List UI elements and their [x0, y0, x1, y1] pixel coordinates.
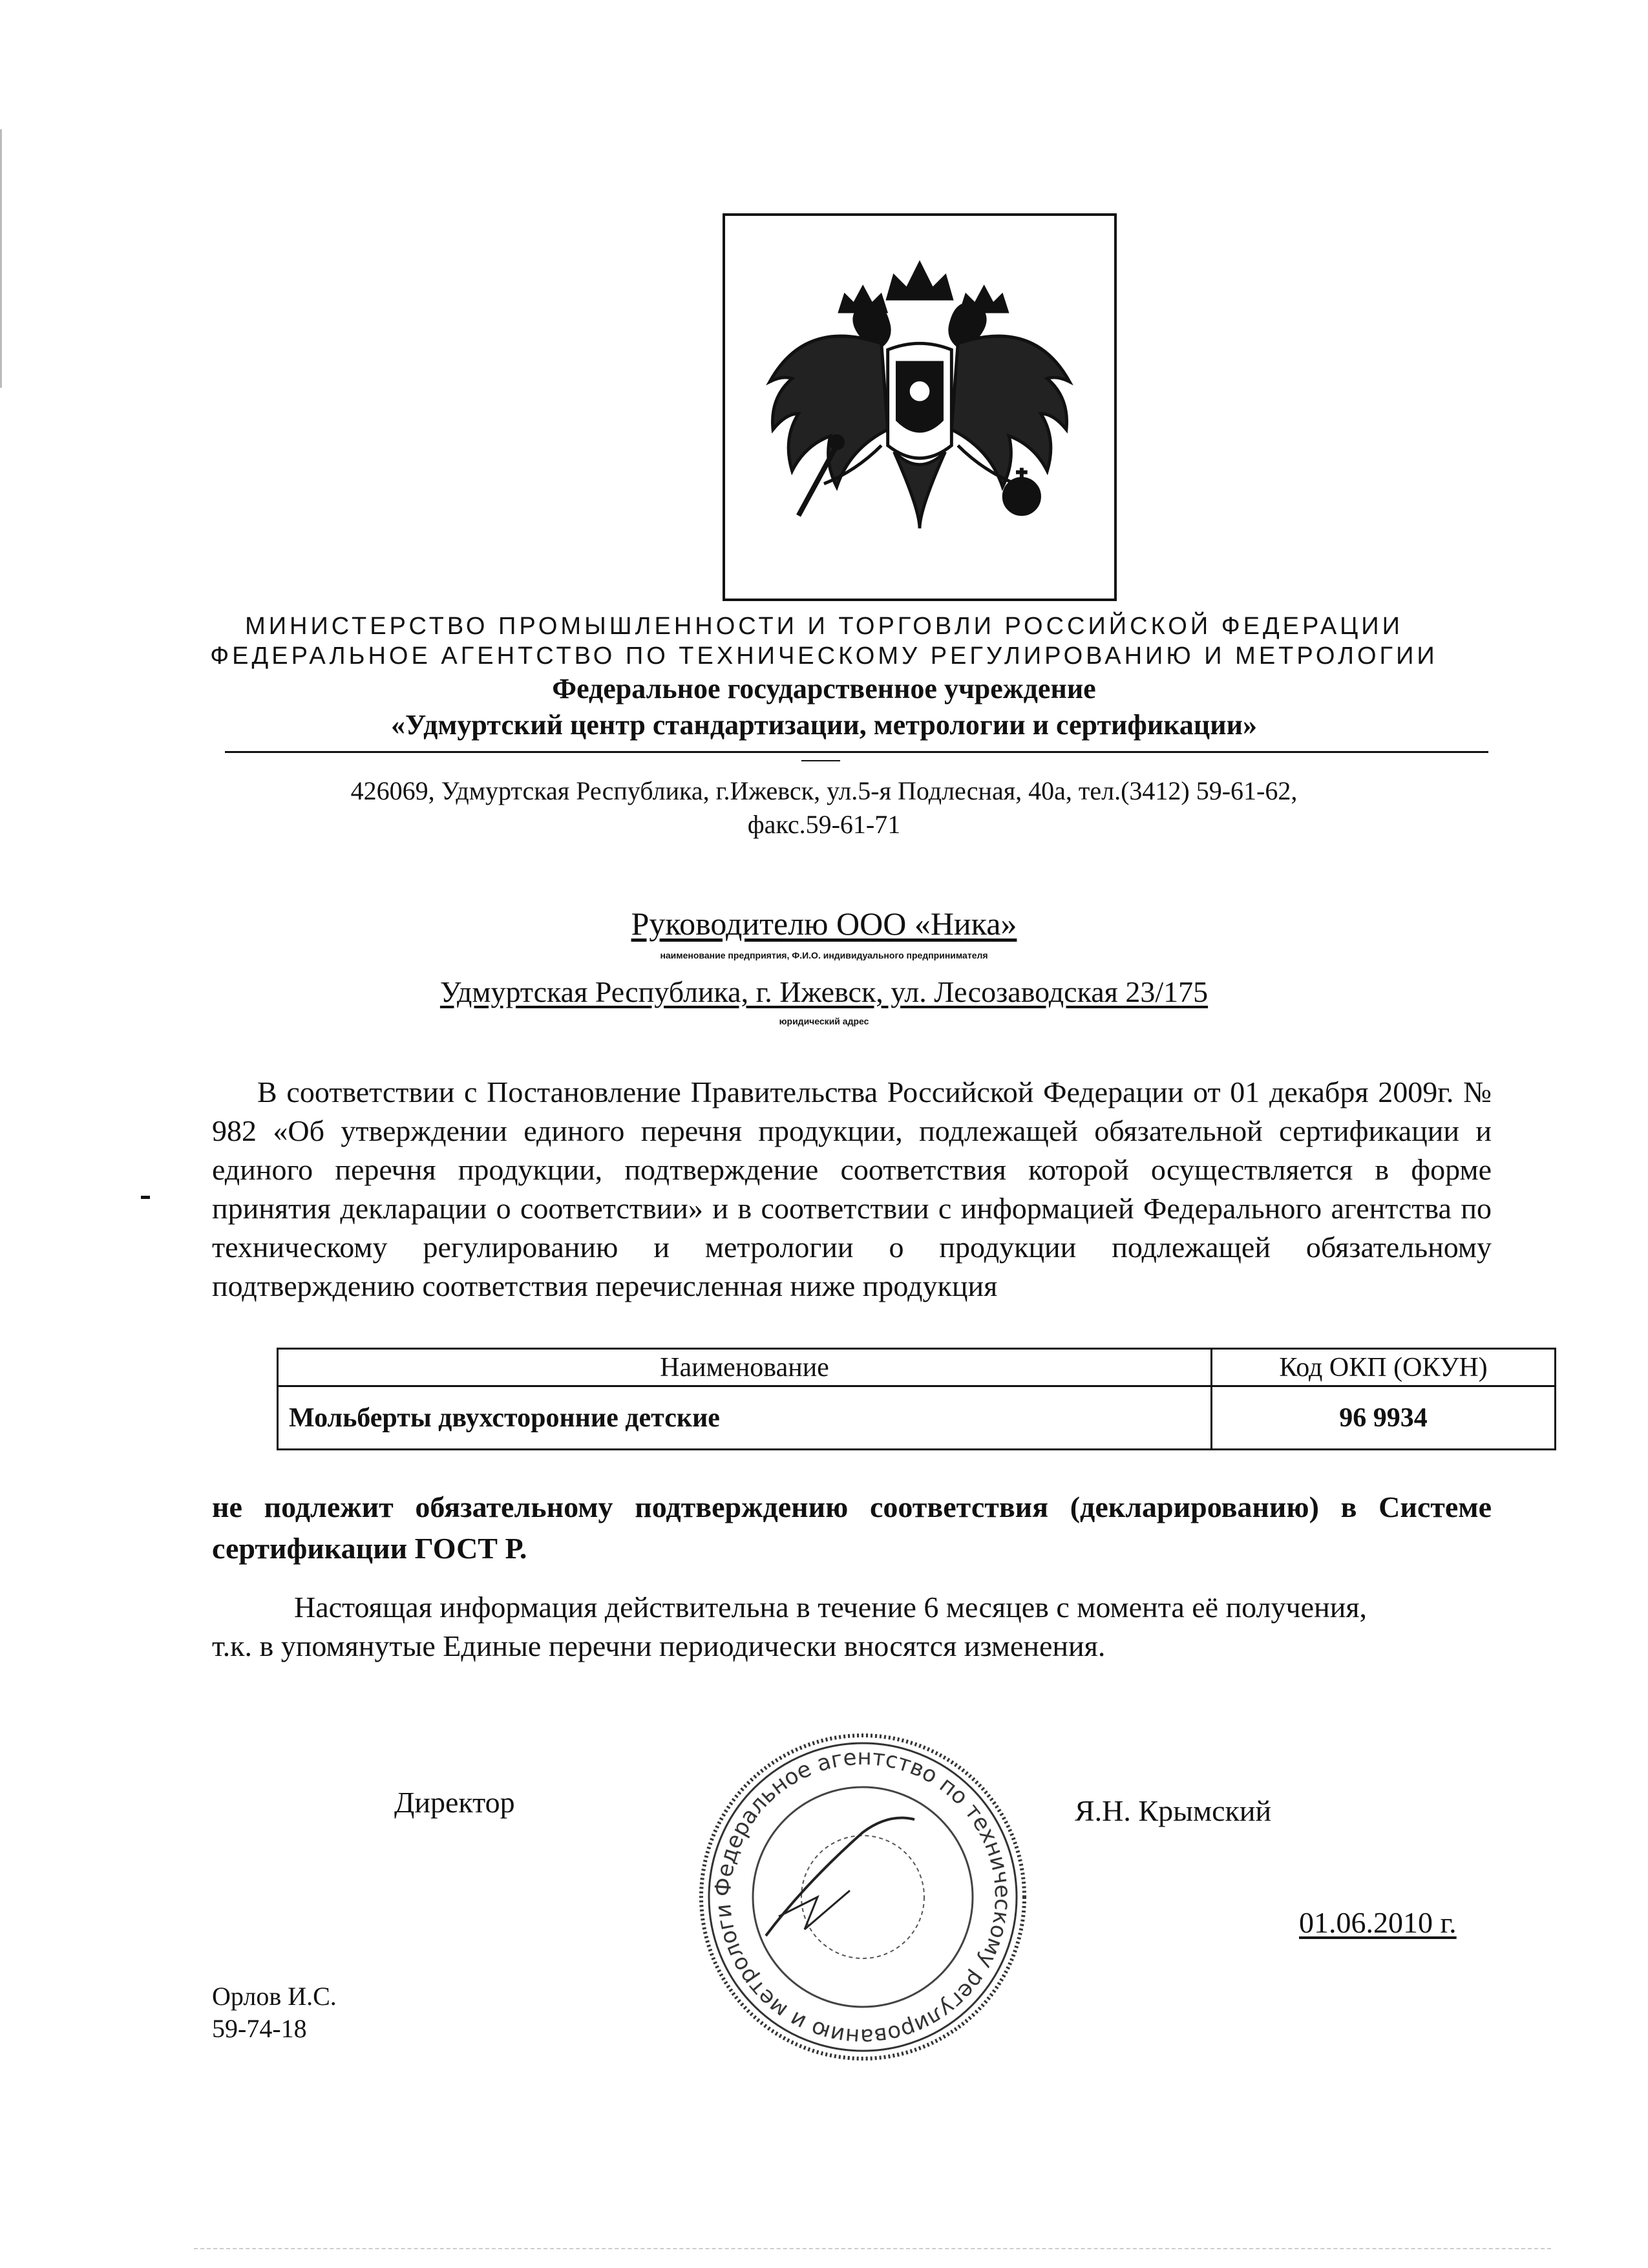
table-row	[278, 1386, 1556, 1450]
scan-bottom-line	[194, 2248, 1551, 2249]
address-line-1: 426069, Удмуртская Республика, г.Ижевск, ул.5-я Подлесная, 40а, тел.(3412) 59-61-62,	[350, 776, 1298, 805]
stamp-seal-icon	[688, 1722, 1037, 2072]
table-header-row	[278, 1349, 1556, 1386]
scan-edge-mark	[0, 129, 2, 388]
recipient-address	[0, 975, 1648, 1009]
table-header-code: Код ОКП (ОКУН)	[1212, 1349, 1556, 1386]
main-paragraph-text: В соответствии с Постановление Правительства Российской Федерации от 01 декабря 2009г. № 982 «Об утверждении единого перечня продукции, подлежащей обязательной сертификации и единого перечня продукции, подтверждение соответствия которой осуществляется в форме принятия декларации о соответствии» и в соответствии с информацией Федерального агентства по техническому регулированию и метрологии о продукции подлежащей обязательному подтверждению соответствия перечисленная ниже продукция	[212, 1076, 1492, 1302]
product-name-cell: Мольберты двухсторонние детские	[278, 1386, 1212, 1450]
conclusion-text: не подлежит обязательному подтверждению соответствия (декларированию) в Системе сертификации ГОСТ Р.	[212, 1490, 1492, 1565]
recipient-address-caption: юридический адрес	[779, 1016, 869, 1026]
agency-name: ФЕДЕРАЛЬНОЕ АГЕНТСТВО ПО ТЕХНИЧЕСКОМУ РЕГУЛИРОВАНИЮ И МЕТРОЛОГИИ	[210, 642, 1438, 670]
institution-type: Федеральное государственное учреждение	[552, 673, 1096, 705]
scan-dot-mark	[141, 1196, 150, 1199]
institution-name: «Удмуртский центр стандартизации, метрологии и сертификации»	[391, 709, 1257, 741]
table-header-name: Наименование	[278, 1349, 1212, 1386]
recipient-address-text: Удмуртская Республика, г. Ижевск, ул. Лесозаводская 23/175	[439, 975, 1209, 1008]
validity-line-2: т.к. в упомянутые Единые перечни периодически вносятся изменения.	[212, 1629, 1106, 1662]
main-paragraph	[212, 1073, 1492, 1306]
recipient-name-text: Руководителю ООО «Ника»	[631, 906, 1017, 942]
official-stamp	[688, 1722, 1037, 2072]
signer-name: Я.Н. Крымский	[1075, 1794, 1272, 1827]
header-divider-mark	[801, 760, 840, 761]
ministry-name: МИНИСТЕРСТВО ПРОМЫШЛЕННОСТИ И ТОРГОВЛИ РОССИЙСКОЙ ФЕДЕРАЦИИ	[245, 613, 1403, 640]
coat-of-arms	[723, 213, 1117, 601]
address-line-2: факс.59-61-71	[747, 810, 901, 839]
contact-phone: 59-74-18	[212, 2014, 307, 2043]
recipient-name-caption: наименование предприятия, Ф.И.О. индивидуального предпринимателя	[660, 950, 988, 960]
recipient-name	[0, 905, 1648, 942]
validity-line-1: Настоящая информация действительна в течение 6 месяцев с момента её получения,	[294, 1591, 1367, 1624]
signer-position: Директор	[394, 1786, 515, 1819]
contact-name: Орлов И.С.	[212, 1982, 337, 2011]
double-headed-eagle-icon	[725, 216, 1114, 599]
products-table	[277, 1348, 1556, 1450]
header-divider	[225, 751, 1488, 753]
product-code-cell: 96 9934	[1212, 1386, 1556, 1450]
stamp-text: Федеральное агентство по техническому регулированию и метрологи	[710, 1744, 1016, 2050]
document-date: 01.06.2010 г.	[1299, 1906, 1457, 1939]
